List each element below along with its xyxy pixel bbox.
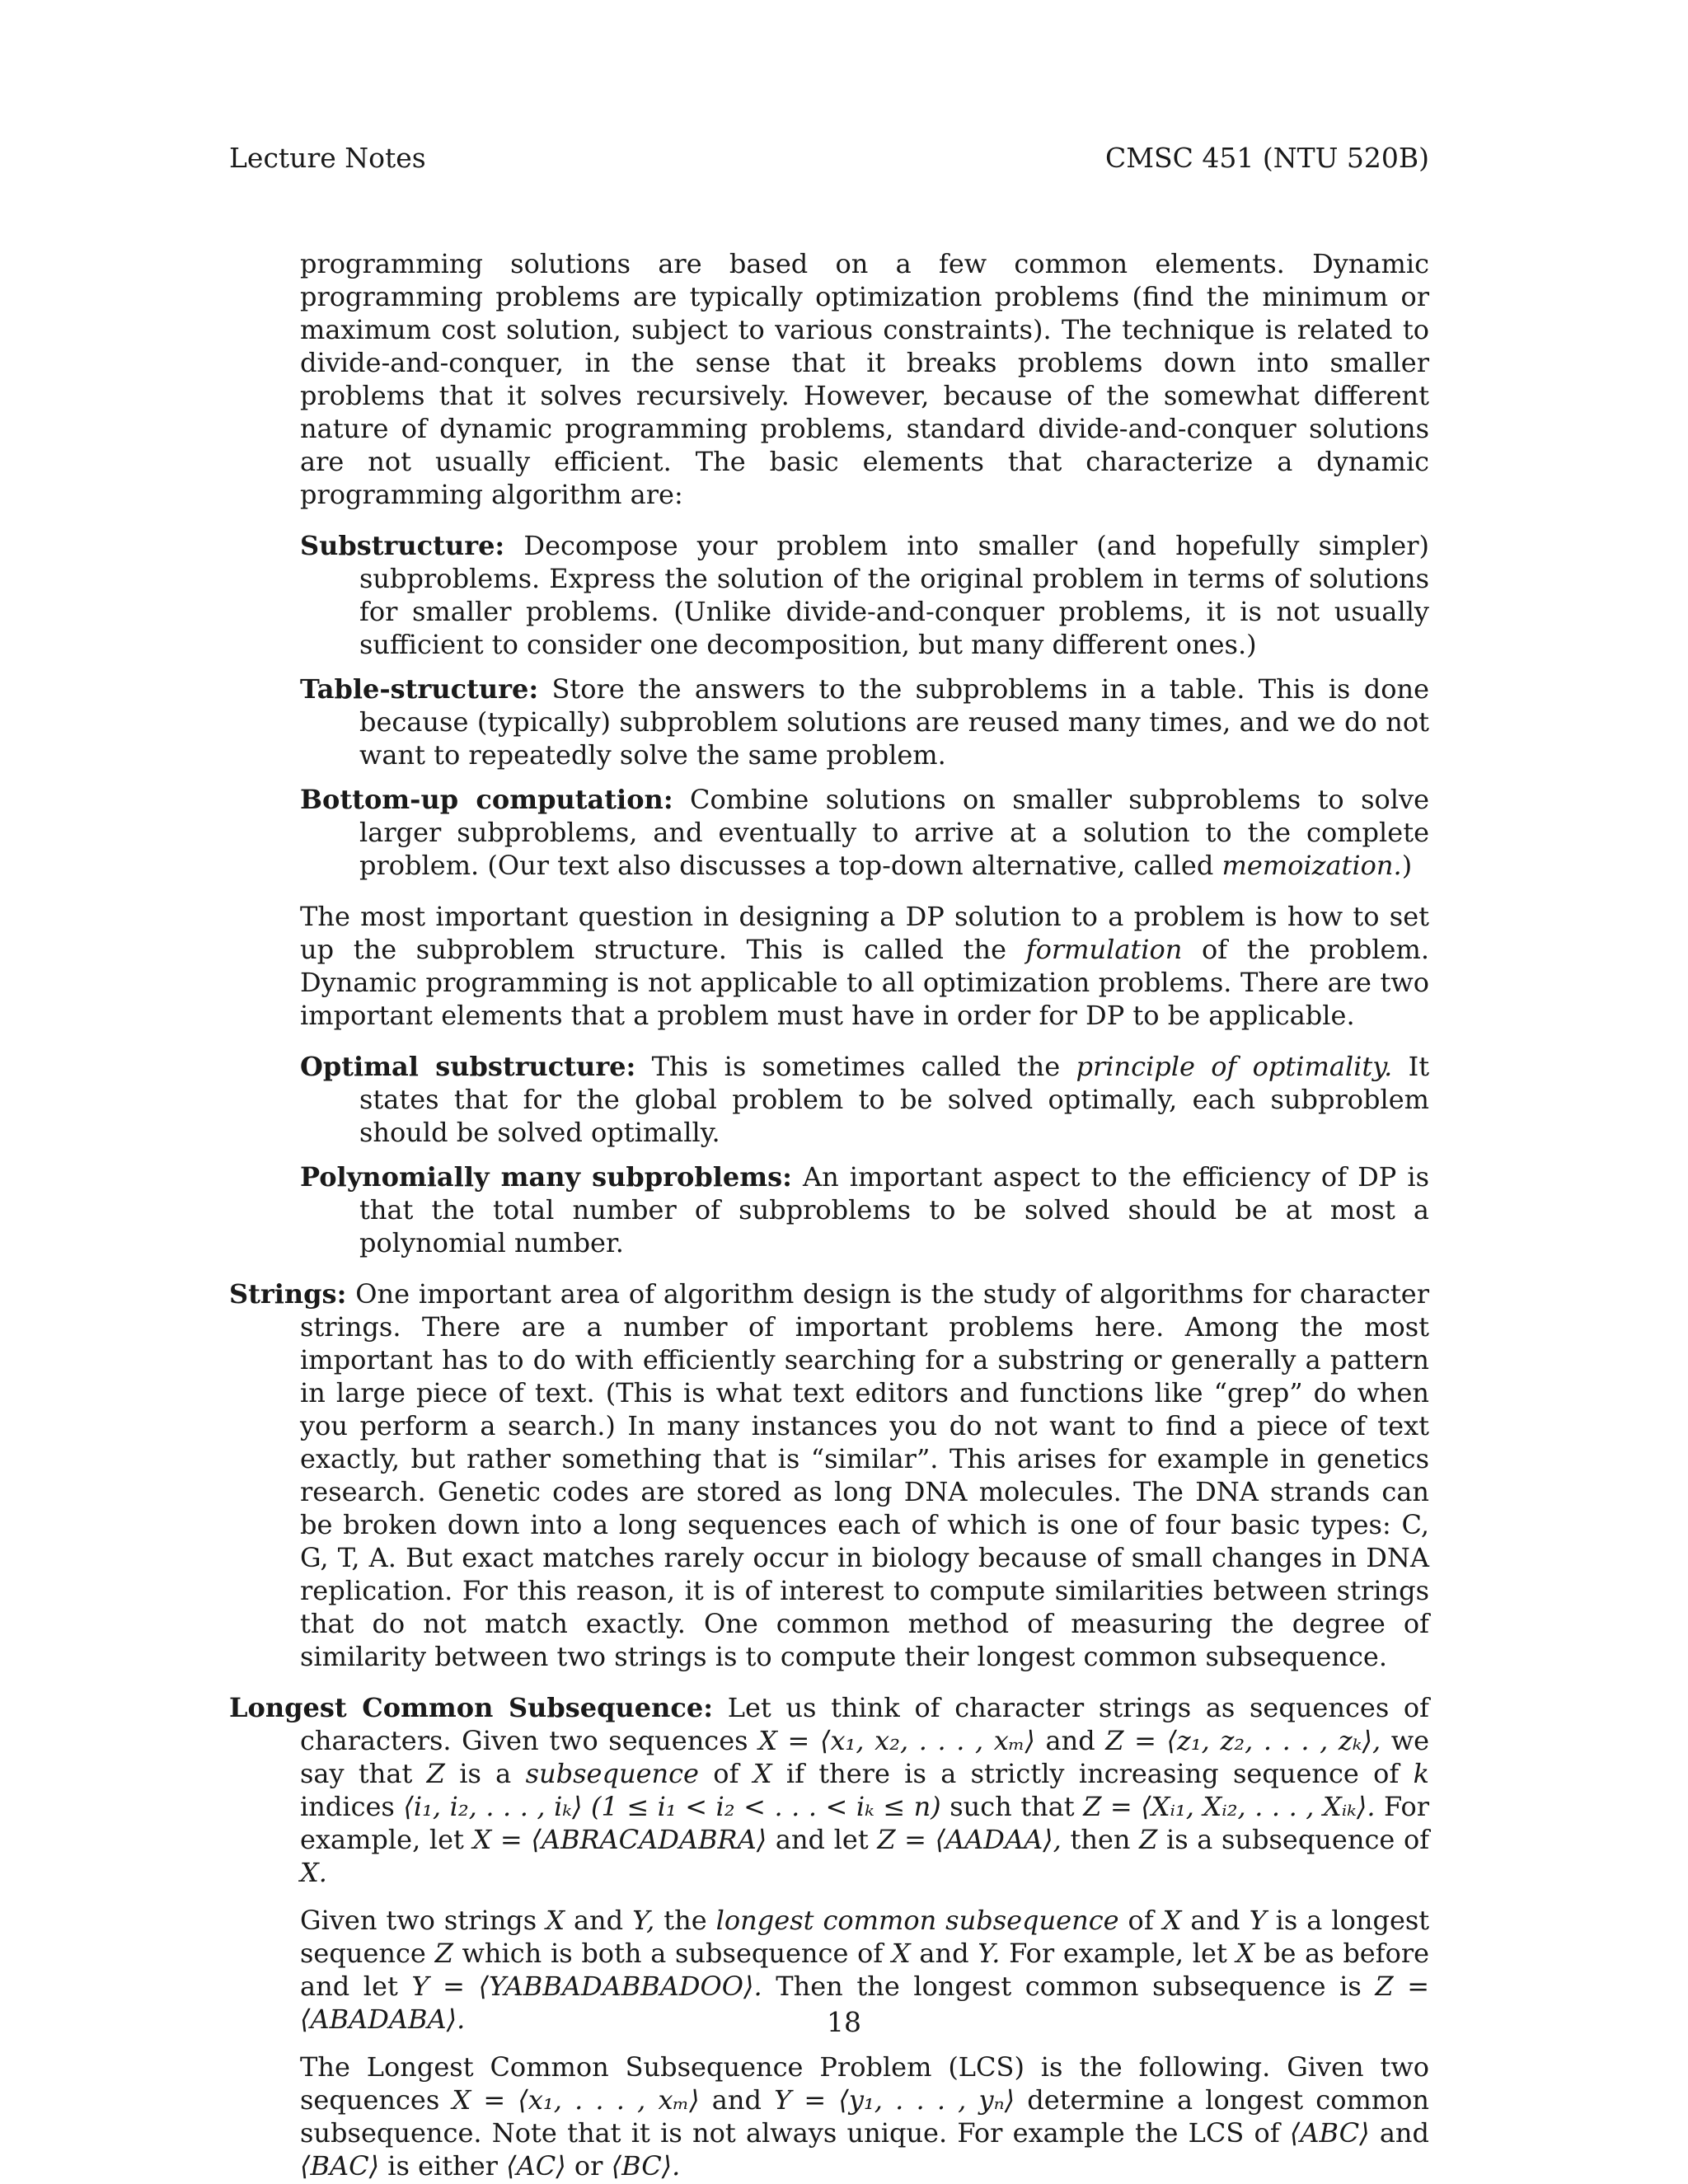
text-run: then [1070,1824,1131,1855]
math-run: k [1413,1758,1430,1789]
text-run: and [573,1905,624,1936]
math-run: X = ⟨x₁, . . . , xₘ⟩ [452,2084,700,2116]
text-run: This is sometimes called the [651,1051,1061,1082]
math-run: Z = ⟨Xᵢ₁, Xᵢ₂, . . . , Xᵢₖ⟩. [1083,1791,1376,1822]
math-run: Z = ⟨AADAA⟩, [877,1824,1062,1855]
text-run: Given two strings [300,1905,537,1936]
term-label: Longest Common Subsequence: [229,1692,714,1723]
math-run: ⟨BAC⟩ [300,2150,380,2182]
text-run: and [919,1938,969,1969]
text-run: The most important question in designing a DP solution to a problem is how to set up the subproblem structure. This is called the [300,901,1429,965]
text-run: we say that [300,1725,1430,1789]
list-item-optimal-substructure [300,1050,1429,1149]
text-run: which is both a subsequence of [462,1938,884,1969]
term-label: Polynomially many subproblems: [300,1161,792,1193]
math-run: Z = ⟨z₁, z₂, . . . , zₖ⟩, [1105,1725,1381,1756]
text-run: and [1190,1905,1240,1936]
math-run: X [1162,1905,1182,1936]
emphasis-text: formulation [1025,934,1183,965]
math-run: X [1236,1938,1255,1969]
math-run: X [546,1905,565,1936]
text-run: It states that for the global problem to be solved optimally, each subproblem should be solved optimally. [359,1051,1430,1148]
math-run: Y = ⟨YABBADABBADOO⟩. [411,1971,762,2002]
math-run: X. [300,1857,327,1888]
text-run: is a longest sequence [300,1905,1430,1969]
list-item-substructure [300,529,1429,661]
math-run: ⟨i₁, i₂, . . . , iₖ⟩ (1 ≤ i₁ < i₂ < . . . < iₖ ≤ n) [403,1791,941,1822]
math-run: Z [426,1758,445,1789]
text-run: The Longest Common Subsequence Problem (LCS) is the following. Given two sequences [300,2051,1429,2116]
term-label: Optimal substructure: [300,1051,636,1082]
running-header-left: Lecture Notes [229,142,426,174]
term-label: Strings: [229,1278,347,1310]
text-run: is either [387,2150,498,2182]
list-item-bottom-up [300,783,1429,882]
text-run: the [663,1905,707,1936]
text-run: and [1045,1725,1095,1756]
text-run: if there is a strictly increasing sequence of [785,1758,1400,1789]
item-text: Decompose your problem into smaller (and hopefully simpler) subproblems. Express the solution of the original problem in terms of solutions for smaller problems. (Unlike divide-and-conquer problems, it is not usually sufficient to consider one decomposition, but many different ones.) [359,530,1430,660]
emphasis-text: longest common subsequence [715,1905,1119,1936]
text-run: and [711,2084,762,2116]
text-run: of the problem. Dynamic programming is not applicable to all optimization problems. There are two important elements that a problem must have in order for DP to be applicable. [300,934,1430,1031]
intro-paragraph: programming solutions are based on a few common elements. Dynamic programming problems are typically optimization problems (find the minimum or maximum cost solution, subject to various constraints). The technique is related to divide-and-conquer, in the sense that it breaks problems down into smaller problems that it solves recursively. However, because of the somewhat different nature of dynamic programming problems, standard divide-and-conquer solutions are not usually efficient. The basic elements that characterize a dynamic programming algorithm are: [300,248,1429,510]
text-run: or [574,2150,603,2182]
math-run: X [891,1938,911,1969]
text-run: Let us think of character strings as sequences of characters. Given two sequences [300,1692,1430,1756]
item-text: Combine solutions on smaller subproblems to solve larger subproblems, and eventually to arrive at a solution to the complete problem. (Our text also discusses a top-down alternative, called [359,784,1429,881]
list-item-table-structure [300,673,1429,771]
text-run: and [1379,2117,1430,2149]
math-run: Y = ⟨y₁, . . . , yₙ⟩ [774,2084,1015,2116]
lcs-definition-paragraph [229,1691,1429,1889]
text-run: One important area of algorithm design is the study of algorithms for character strings. There are a number of important problems here. Among the most important has to do with efficiently searching for a substring or generally a pattern in large piece of text. (This is what text editors and functions like “grep” do when you perform a search.) In many instances you do not want to find a piece of text exactly, but rather something that is “similar”. This arises for example in genetics research. Genetic codes are stored as long DNA molecules. The DNA strands can be broken down into a long sequences each of which is one of four basic types: C, G, T, A. But exact matches rarely occur in biology because of small changes in DNA replication. For this reason, it is of interest to compute similarities between strings that do not match exactly. One common method of measuring the degree of similarity between two strings is to compute their longest common subsequence. [300,1278,1430,1672]
text-run: such that [950,1791,1075,1822]
text-run: of [1128,1905,1154,1936]
formulation-paragraph [300,900,1429,1032]
math-run: Y, [632,1905,655,1936]
text-run: be as before and let [300,1938,1430,2002]
term-label: Table-structure: [300,673,539,705]
math-run: Y. [978,1938,1001,1969]
term-label: Substructure: [300,530,505,561]
text-run: Then the longest common subsequence is [776,1971,1362,2002]
term-label: Bottom-up computation: [300,784,673,815]
list-item-polynomial-subproblems [300,1160,1429,1259]
text-run: An important aspect to the efficiency of DP is that the total number of subproblems to be solved should be at most a polynomial number. [359,1161,1429,1258]
math-run: ⟨AC⟩ [506,2150,566,2182]
emphasis-text: memoization. [1221,850,1402,881]
text-run: determine a longest common subsequence. Note that it is not always unique. For example the LCS of [300,2084,1430,2149]
math-run: X = ⟨ABRACADABRA⟩ [472,1824,767,1855]
math-run: Z [434,1938,453,1969]
text-run: For example, let [300,1791,1430,1855]
item-text-tail: ) [1401,850,1413,881]
math-run: X = ⟨x₁, x₂, . . . , xₘ⟩ [758,1725,1035,1756]
text-run: is a [459,1758,512,1789]
lcs-problem-paragraph [300,2050,1429,2182]
emphasis-text: principle of optimality. [1076,1051,1393,1082]
math-run: Z = ⟨ABADABA⟩. [300,1971,1430,2035]
page-body [229,247,1429,2182]
text-run: and let [775,1824,869,1855]
text-run: of [713,1758,739,1789]
math-run: ⟨ABC⟩ [1289,2117,1370,2149]
math-run: Y [1249,1905,1267,1936]
dp-elements-list [229,529,1429,882]
text-run: For example, let [1009,1938,1227,1969]
math-run: ⟨BC⟩. [611,2150,681,2182]
dp-requirements-list [229,1050,1429,1259]
item-text: Store the answers to the subproblems in a table. This is done because (typically) subproblem solutions are reused many times, and we do not want to repeatedly solve the same problem. [359,673,1430,771]
emphasis-text: subsequence [525,1758,699,1789]
page-number: 18 [827,2006,861,2038]
text-run: is a subsequence of [1165,1824,1430,1855]
running-header-right: CMSC 451 (NTU 520B) [1104,142,1429,174]
text-run: indices [300,1791,395,1822]
math-run: Z [1139,1824,1158,1855]
math-run: X [753,1758,772,1789]
strings-paragraph [229,1277,1429,1673]
